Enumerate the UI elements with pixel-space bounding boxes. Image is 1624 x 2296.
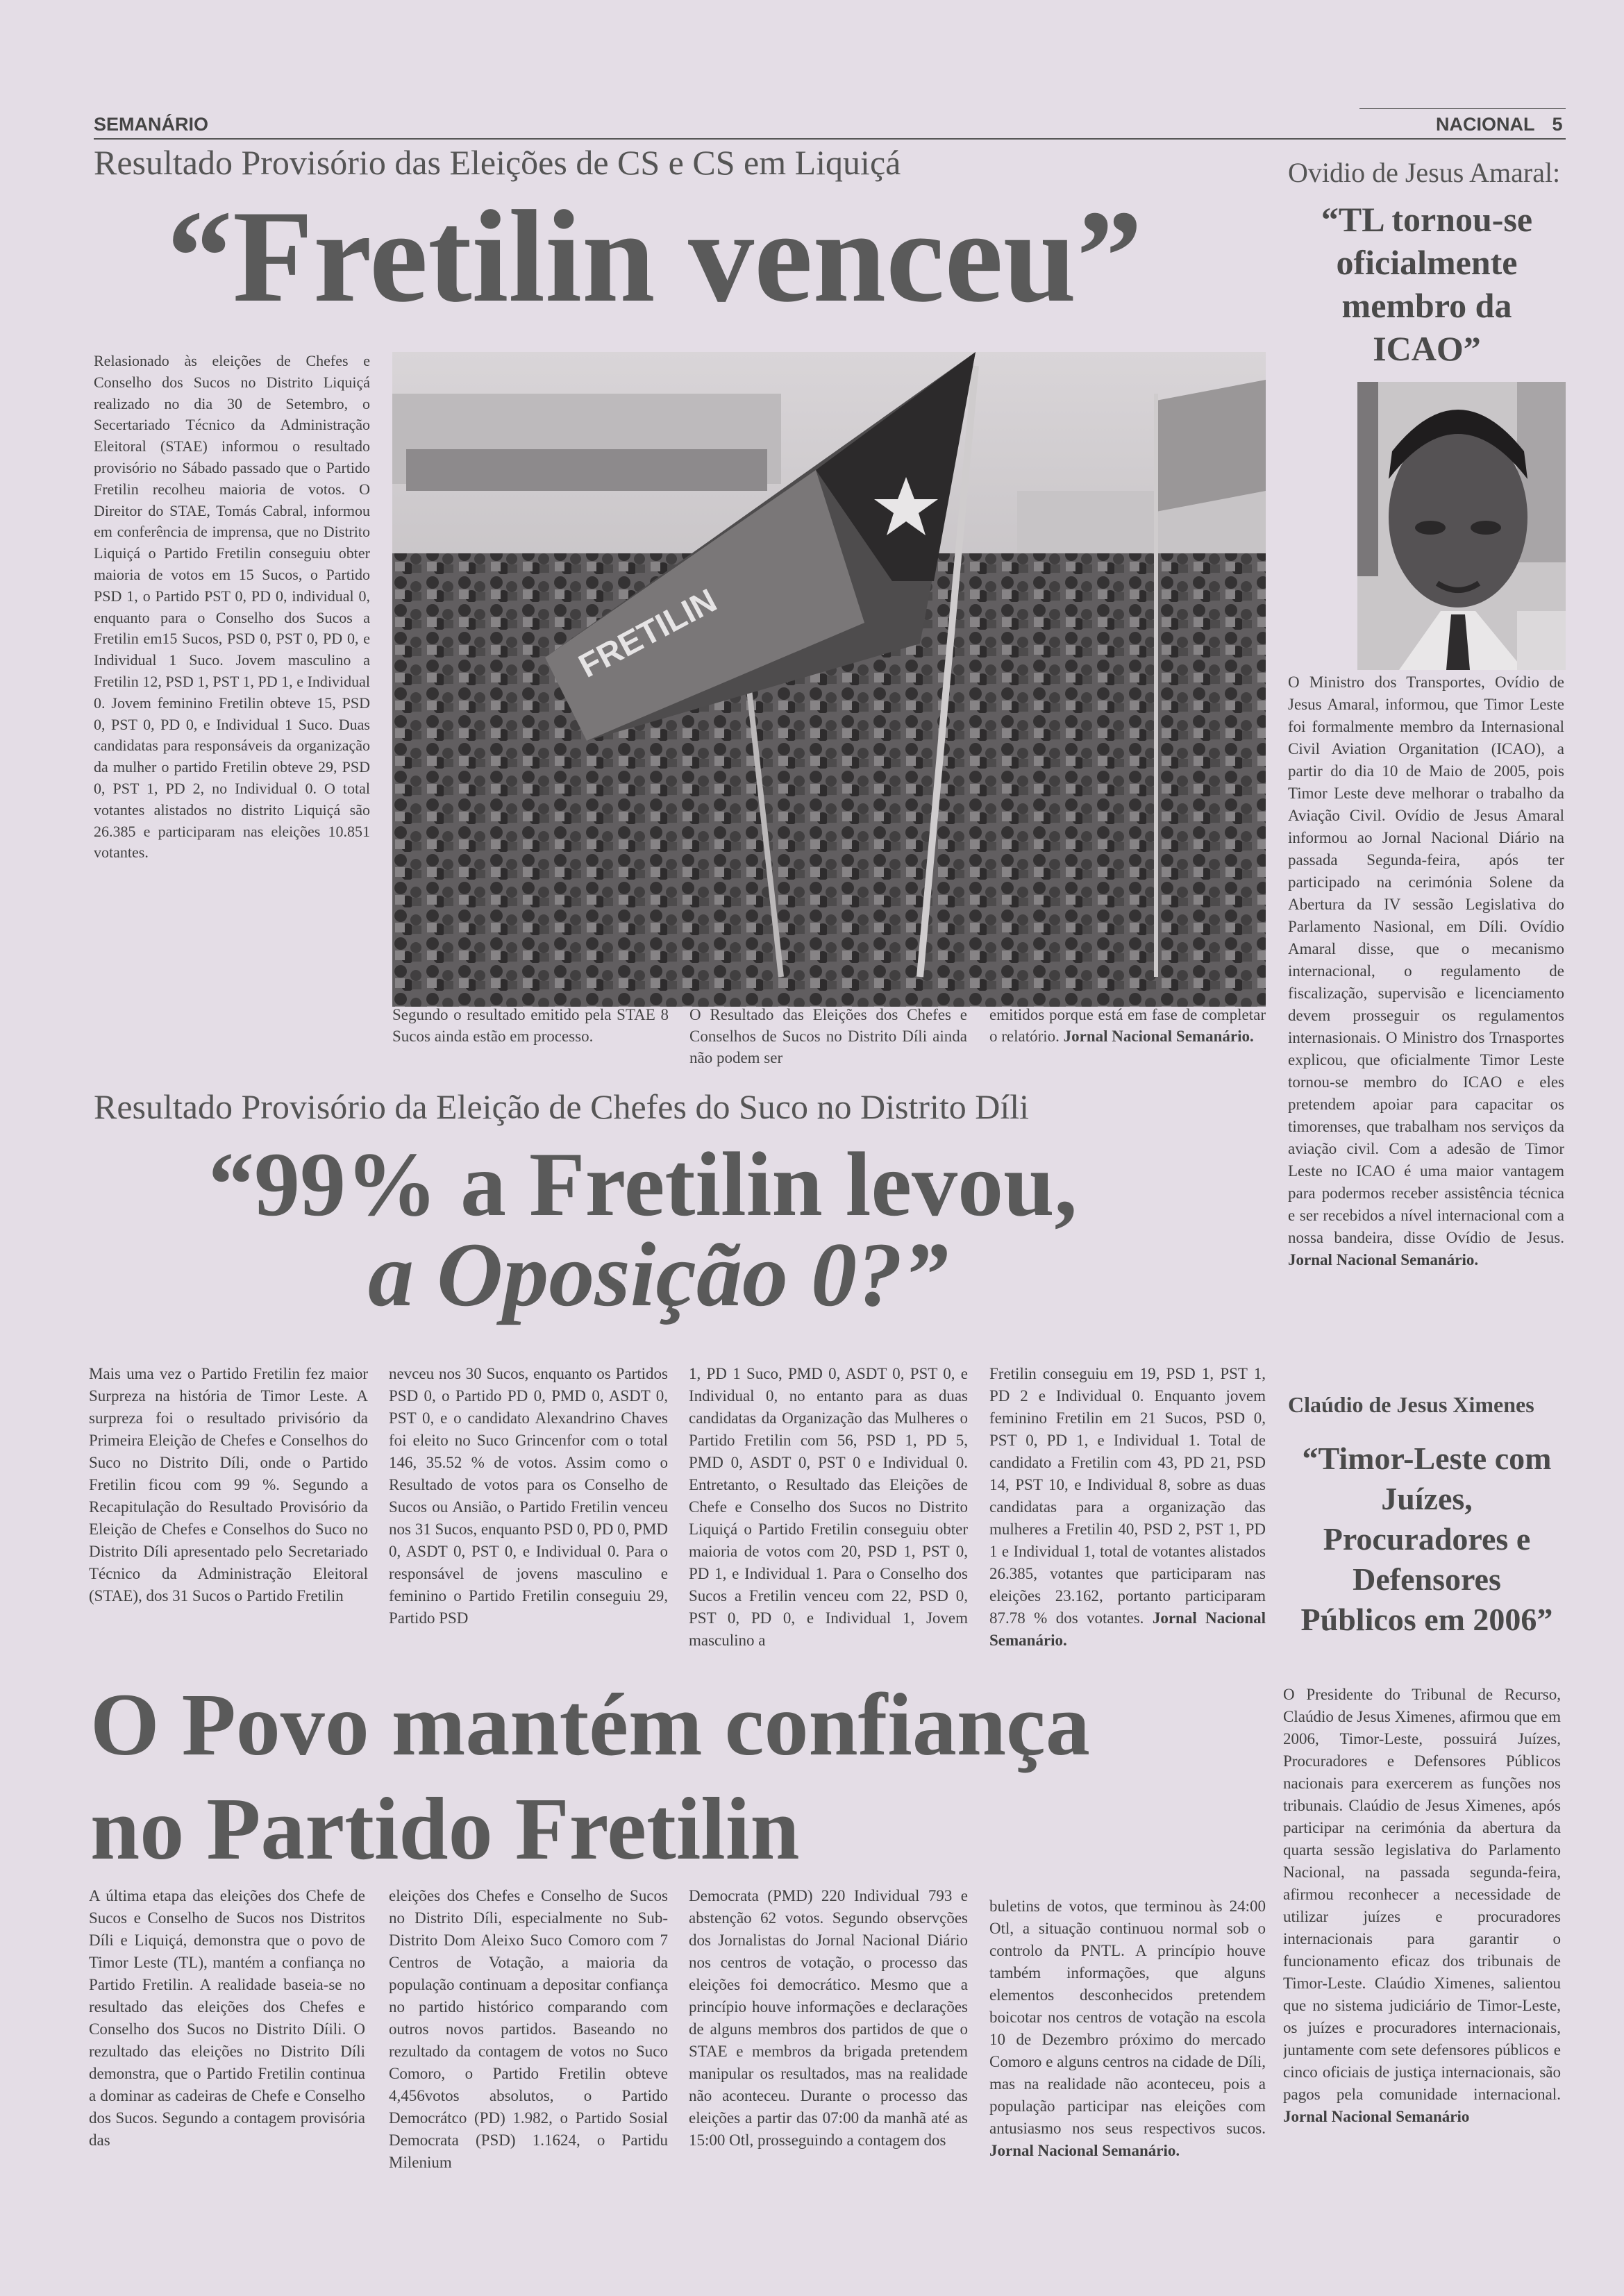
article3-col1-text: A última etapa das eleições dos Chefe de Sucos e Conselho de Sucos nos Distritos Díli e Liquiçá, demonstra que o povo de Timor Leste (TL), mantém a confiança no Partido Fretilin. A realidade baseia-se no resultado das eleições dos Chefes e Conselho dos Sucos no Distrito Díili. O rezultado das eleições no Distrito Díli demonstra, que o Partido Fretilin continua a dominar as cadeiras de Chefe e Conselho dos Sucos. Segundo a contagem provisória das: [89, 1887, 365, 2149]
article2-col1: [89, 1363, 368, 1682]
photo-caption-text2: O Resultado das Eleições dos Chefes e Conselhos de Sucos no Distrito Díli ainda não podem ser: [689, 1006, 967, 1066]
sidebar1-body: [1288, 671, 1564, 1369]
photo-caption-text1: Segundo o resultado emitido pela STAE 8 Sucos ainda estão em processo.: [392, 1006, 669, 1045]
article2-col2-text: nevceu nos 30 Sucos, enquanto os Partidos PSD 0, o Partido PD 0, PMD 0, ASDT 0, PST 0, e o candidato Alexandrino Chaves foi eleito no Suco Grincenfor com o total 146, 35.52 % de votos. Assim como o Resultado de votos para os Conselho de Sucos ou Ansião, o Partido Fretilin venceu nos 31 Sucos, enquanto PSD 0, PD 0, PMD 0, ASDT 0, PST 0, e Individual 0. Para o responsável de jovens masculino e feminino o Partido Fretilin conseguiu 29, Partido PSD: [389, 1365, 668, 1627]
article1-kicker: Resultado Provisório das Eleições de CS e CS em Liquiçá: [94, 143, 901, 182]
article3-col2-text: eleições dos Chefes e Conselho de Sucos no Distrito Díli, especialmente no Sub-Distrito Dom Aleixo Suco Comoro com 7 Centros de Votação, a maioria da população continuam a depositar confiança no partido histórico comparando com outros novos partidos. Baseando no rezultado da contagem de votos no Suco Comoro, o Partido Fretilin obteve 4,456votos absolutos, o Partido Democrátco (PD) 1.982, o Partido Sosial Democrata (PSD) 1.1624, o Partidu Milenium: [389, 1887, 668, 2171]
photo-caption-sign: Jornal Nacional Semanário.: [1063, 1028, 1254, 1045]
article3-col4-text: [989, 1895, 1266, 2162]
masthead-right: [1436, 114, 1563, 135]
sidebar1-kicker: Ovidio de Jesus Amaral:: [1288, 157, 1561, 188]
article3-headline-line2: no Partido Fretilin: [90, 1779, 800, 1878]
article2-col3: [689, 1363, 968, 1682]
article2-headline-line1: “99% a Fretilin levou,: [208, 1133, 1078, 1235]
minister-portrait-photo: [1357, 382, 1566, 670]
photo-caption-col1: [392, 1004, 669, 1047]
article2-col1-text: Mais uma vez o Partido Fretilin fez maior Surpreza na história de Timor Leste. A surpreza foi o resultado privisório da Primeira Eleição de Chefes e Conselhos do Suco no Distrito Díli, onde o Partido Fretilin ficou com 99 %. Segundo a Recapitulação do Resultado Provisório da Eleição de Chefes e Conselhos do Suco no Distrito Díli apresentado pelo Secretariado Técnico da Administração Eleitoral (STAE), dos 31 Sucos o Partido Fretilin: [89, 1365, 368, 1604]
article3-col2: [389, 1885, 668, 2211]
article3-col1: [89, 1885, 365, 2211]
sidebar2-body-text: [1283, 1684, 1561, 2128]
page-number: 5: [1552, 114, 1563, 135]
masthead-rule-top: [1359, 108, 1566, 109]
section-name: NACIONAL: [1436, 114, 1535, 135]
article1-body: [94, 351, 370, 1076]
crowd-flag-photo: [392, 352, 1266, 1007]
article2-col4-body: Fretilin conseguiu em 19, PSD 1, PST 1, PD 2 e Individual 0. Enquanto jovem feminino Fretilin em 21 Sucos, PSD 0, PST 0, PD 1, e Individual 1. Total de candidato a Fretilin com 43, PD 21, PSD 14, PST 10, e Individual 8, sobre as duas candidatas para a organização das mulheres a Fretilin 40, PSD 2, PST 1, PD 1 e Individual 1, total de votantes alistados 26.385, votantes que participaram nas eleições 23.162, portanto participaram 87.78 % dos votantes.: [989, 1365, 1266, 1627]
portrait-illustration: [1357, 382, 1566, 670]
article2-col4-text: [989, 1363, 1266, 1652]
masthead-rule: [94, 138, 1566, 140]
article2-headline-line2: a Oposição 0?”: [368, 1223, 948, 1325]
sidebar2-body: [1283, 1684, 1561, 2215]
sidebar2-sign: Jornal Nacional Semanário: [1283, 2108, 1470, 2125]
article1-body-text: Relasionado às eleições de Chefes e Conselho dos Sucos no Distrito Liquiçá realizado no dia 30 de Setembro, o Secertariado Técnico da Administração Eleitoral (STAE) informou o resultado provisório no Sábado passado que o Partido Fretilin recolheu maioria de votos. O Direitor do STAE, Tomás Cabral, informou em conferência de imprensa, que no Distrito Liquiçá o Partido Fretilin conseguiu obter maioria de votos em 15 Sucos, o Partido PSD 1, o Partido PST 0, PD 0, individual 0, enquanto para o Conselho dos Sucos a Fretilin em15 Sucos, PSD 0, PST 0, PD 0, e Individual 1 Suco. Jovem masculino a Fretilin 12, PSD 1, PST 1, PD 1, e Individual 0. Jovem feminino Fretilin obteve 15, PSD 0, PST 0, PD 0, e Individual 1 Suco. Duas candidatas para responsáveis da organização da mulher o partido Fretilin obteve 29, PSD 0, PST 1, PD 2, no Individual 0. O total votantes alistados no distrito Liquiçá são 26.385 e participaram nas eleições 10.851 votantes.: [94, 352, 370, 862]
photo-caption-text3: emitidos porque está em fase de completar o relatório.: [989, 1006, 1266, 1045]
article2-kicker: Resultado Provisório da Eleição de Chefes do Suco no Distrito Díli: [94, 1087, 1030, 1126]
sidebar2-kicker: Claúdio de Jesus Ximenes: [1288, 1392, 1534, 1417]
sidebar1-headline: “TL tornou-se oficialmente membro da ICAO”: [1321, 200, 1533, 368]
article3-headline-line1: O Povo mantém confiança: [90, 1675, 1090, 1774]
article3-sign: Jornal Nacional Semanário.: [989, 2142, 1180, 2159]
article2-sign: Jornal Nacional Semanário.: [989, 1609, 1266, 1649]
article3-col3-text: Democrata (PMD) 220 Individual 793 e abstenção 62 votos. Segundo observções dos Jornalistas do Jornal Nacional Diário nos centros de votação, o processo das eleições foi democrático. Mesmo que a princípio houve informações e declarações de alguns membros dos partidos de que o STAE e membros da brigada pretendem manipular os resultados, mas na realidade não aconteceu. Durante o processo das eleições a partir das 07:00 da manhã até as 15:00 Otl, prosseguindo a contagem dos: [689, 1887, 968, 2149]
flag-text: FRETILIN: [573, 582, 723, 685]
sidebar2-body-main: O Presidente do Tribunal de Recurso, Claúdio de Jesus Ximenes, afirmou que em 2006, Timor-Leste, possuirá Juízes, Procuradores e Defensores Públicos nacionais para exercerem as funções nos tribunais. Claúdio de Jesus Ximenes, após participar na cerimónia da abertura da quarta sessão legislativa do Parlamento Nacional, na passada segunda-feira, afirmou reconhecer a necessidade de utilizar juízes e procuradores internacionais para garantir o funcionamento eficaz dos tribunais de Timor-Leste. Claúdio Ximenes, salientou que no sistema judiciário de Timor-Leste, os juízes e procuradores internacionais, juntamente com sete defensores públicos e cinco oficiais de justiça internacionais, são pagos pela comunidade internacional.: [1283, 1686, 1561, 2103]
article3-col3: [689, 1885, 968, 2211]
photo-caption-col2: [689, 1004, 967, 1069]
article1-headline: “Fretilin venceu”: [167, 184, 1143, 330]
masthead-left: SEMANÁRIO: [94, 114, 209, 135]
article2-col2: [389, 1363, 668, 1682]
sidebar1-body-text: [1288, 671, 1564, 1271]
article3-col4-body: buletins de votos, que terminou às 24:00 Otl, a situação continuou normal sob o controlo da PNTL. A princípio houve também informações, que alguns elementos desconhecidos pretendem boicotar nos centros de votação na escola 10 de Dezembro próximo do mercado Comoro e alguns centros na cidade de Díli, mas na realidade não aconteceu, pois a população participar nas eleições com antusiasmo nos seus respectivos sucos.: [989, 1897, 1266, 2137]
photo-caption-col3: [989, 1004, 1266, 1047]
sidebar2-headline: “Timor-Leste com Juízes, Procuradores e Defensores Públicos em 2006”: [1300, 1441, 1553, 1637]
article2-col3-text: 1, PD 1 Suco, PMD 0, ASDT 0, PST 0, e Individual 0, no entanto para as duas candidatas da Organização das Mulheres o Partido Fretilin com 56, PSD 1, PD 5, PMD 0, ASDT 0, PST 0 e Individual 0. Entretanto, o Resultado das Eleições de Chefe e Conselho dos Sucos no Distrito Liquiçá o Partido Fretilin conseguiu obter maioria de votos com 20, PSD 1, PST 0, PD 1, e Individual 1. Para o Conselho dos Sucos a Fretilin venceu com 22, PSD 0, PST 0, PD 0, e Individual 1, Jovem masculino a: [689, 1365, 968, 1649]
article2-col4: [989, 1363, 1266, 1689]
sidebar1-body-main: O Ministro dos Transportes, Ovídio de Jesus Amaral, informou, que Timor Leste foi formalmente membro da Internasional Civil Aviation Organitation (ICAO), a partir do dia 10 de Maio de 2005, pois Timor Leste deve melhorar o trabalho da Aviação Civil. Ovídio de Jesus Amaral informou ao Jornal Nacional Diário na passada Segunda-feira, após ter participado na cerimónia Solene da Abertura da IV sessão Legislativa do Parlamento Nasional, em Díli. Ovídio Amaral disse, que o mecanismo internacional, o regulamento de fiscalização, supervisão e licenciamento devem prosseguir os regulamentos internasionais. O Ministro dos Trnasportes explicou, que oficialmente Timor Leste tornou-se membro do ICAO e eles pretendem apoiar para capacitar os timorenses, que trabalham nos serviços da aviação civil. Com a adesão de Timor Leste no ICAO é uma maior vantagem para podermos receber assistência técnica e ser recebidos a nível internacional com a nossa bandeira, disse Ovídio de Jesus.: [1288, 673, 1564, 1246]
sidebar1-sign: Jornal Nacional Semanário.: [1288, 1251, 1479, 1268]
crowd-flag-illustration: [392, 352, 1266, 1007]
article3-col4: [989, 1895, 1266, 2215]
